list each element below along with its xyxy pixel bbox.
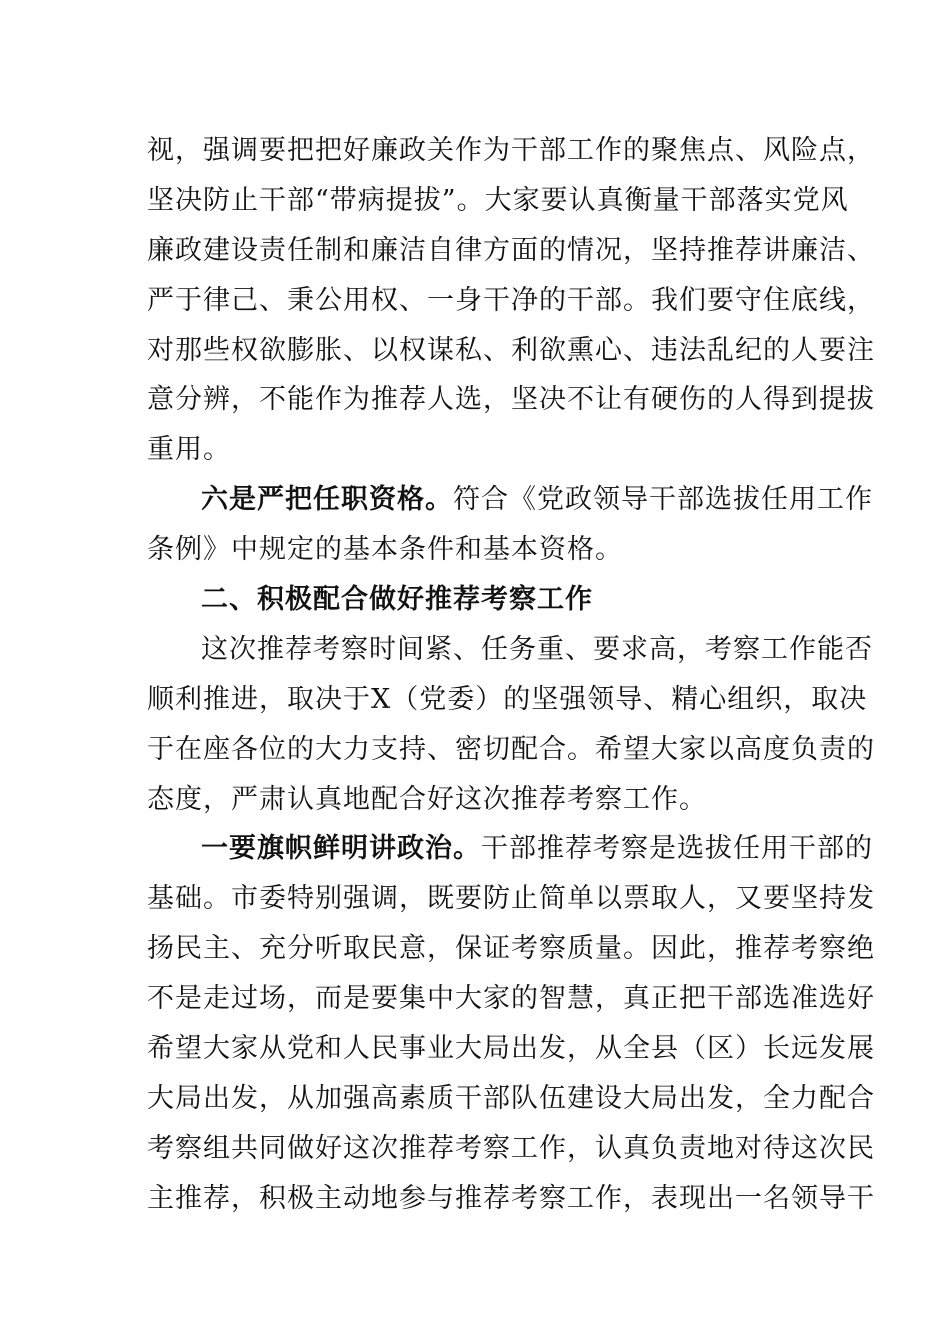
paragraph-line: 视，强调要把把好廉政关作为干部工作的聚焦点、风险点， — [147, 135, 875, 166]
paragraph-line: 不是走过场，而是要集中大家的智慧，真正把干部选准选好 — [147, 983, 875, 1015]
paragraph-line: 扬民主、充分听取民意，保证考察质量。因此，推荐考察绝 — [147, 933, 875, 965]
paragraph-line — [147, 824, 873, 874]
paragraph-line: 意分辨，不能作为推荐人选，坚决不让有硬伤的人得到提拔 — [147, 384, 875, 416]
paragraph-line: 大局出发，从加强高素质干部队伍建设大局出发，全力配合 — [147, 1082, 875, 1114]
paragraph-line: 重用。 — [147, 434, 231, 466]
paragraph-line: 考察组共同做好这次推荐考察工作，认真负责地对待这次民 — [147, 1132, 875, 1164]
bold-lead-text: 一要旗帜鲜明讲政治。 — [201, 833, 481, 865]
paragraph-line: 严于律己、秉公用权、一身干净的干部。我们要守住底线， — [147, 284, 875, 316]
paragraph-line: 顺利推进，取决于X（党委）的坚强领导、精心组织，取决 — [147, 683, 868, 715]
paragraph-line: 主推荐，积极主动地参与推荐考察工作，表现出一名领导干 — [147, 1182, 875, 1214]
bold-lead-text: 六是严把任职资格。 — [201, 484, 453, 516]
paragraph-line: 希望大家从党和人民事业大局出发，从全县（区）长远发展 — [147, 1033, 875, 1065]
paragraph-text: 干部推荐考察是选拔任用干部的 — [481, 833, 873, 865]
paragraph-line: 态度，严肃认真地配合好这次推荐考察工作。 — [147, 783, 707, 815]
paragraph-line: 坚决防止干部“带病提拔”。大家要认真衡量干部落实党风 — [147, 184, 849, 216]
section-heading: 二、积极配合做好推荐考察工作 — [201, 584, 593, 616]
paragraph-line — [147, 475, 873, 525]
paragraph-line: 这次推荐考察时间紧、任务重、要求高，考察工作能否 — [201, 633, 873, 665]
paragraph-line: 对那些权欲膨胀、以权谋私、利欲熏心、违法乱纪的人要注 — [147, 334, 875, 366]
paragraph-line: 条例》中规定的基本条件和基本资格。 — [147, 534, 623, 566]
paragraph-line: 于在座各位的大力支持、密切配合。希望大家以高度负责的 — [147, 733, 875, 765]
document-body — [147, 126, 875, 1224]
paragraph-line: 廉政建设责任制和廉洁自律方面的情况，坚持推荐讲廉洁、 — [147, 234, 875, 266]
paragraph-text: 符合《党政领导干部选拔任用工作 — [453, 484, 873, 516]
paragraph-line: 基础。市委特别强调，既要防止简单以票取人，又要坚持发 — [147, 883, 875, 915]
